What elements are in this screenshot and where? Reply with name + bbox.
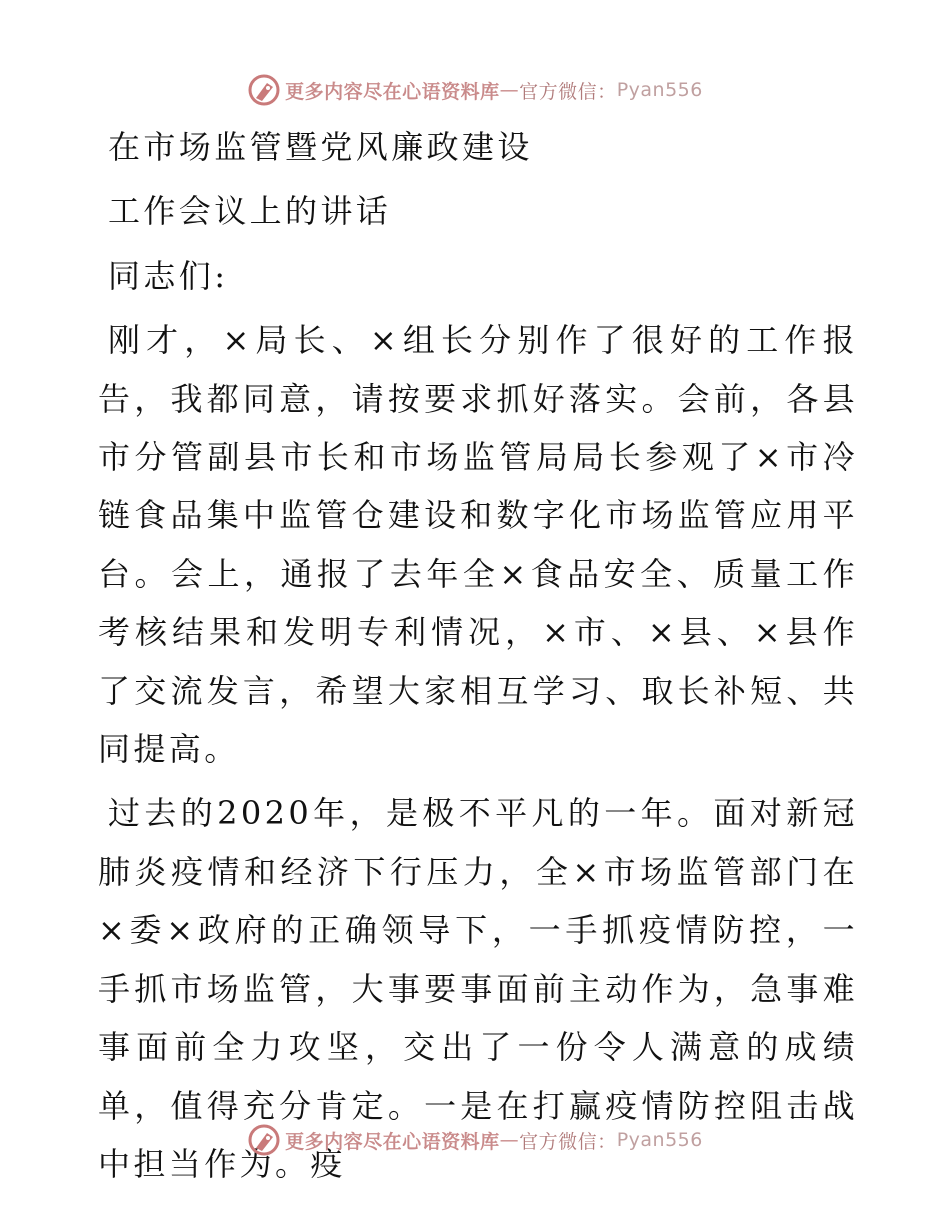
watermark-dash: — xyxy=(499,79,520,101)
paragraph-2: 过去的2020年，是极不平凡的一年。面对新冠肺炎疫情和经济下行压力，全×市场监管部门在×委×政府的正确领导下，一手抓疫情防控，一手抓市场监管，大事要事面前主动作为，急事难事面前全力攻坚，交出了一份令人满意的成绩单，值得充分肯定。一是在打赢疫情防控阻击战中担当作为。疫 xyxy=(98,794,858,1183)
footer-watermark xyxy=(0,1120,950,1160)
salutation: 同志们: xyxy=(108,256,229,295)
document-title-line-1: 在市场监管暨党风廉政建设 xyxy=(108,128,533,166)
paragraph-1: 刚才，×局长、×组长分别作了很好的工作报告，我都同意，请按要求抓好落实。会前，各县市分管副县市长和市场监管局局长参观了×市冷链食品集中监管仓建设和数字化市场监管应用平台。会上，通报了去年全×食品安全、质量工作考核结果和发明专利情况，×市、×县、×县作了交流发言，希望大家相互学习、取长补短、共同提高。 xyxy=(98,321,858,769)
watermark-text: 更多内容尽在心语资料库 xyxy=(285,80,500,103)
watermark-official-label: 官方微信： xyxy=(519,1130,617,1153)
watermark-official-label: 官方微信： xyxy=(519,80,617,103)
watermark-wechat-id: Pyan556 xyxy=(616,79,703,101)
pen-nib-logo-icon xyxy=(247,1123,281,1157)
document-title-line-2: 工作会议上的讲话 xyxy=(108,192,392,231)
watermark-dash: — xyxy=(499,1129,520,1151)
header-watermark xyxy=(0,70,950,110)
pen-nib-logo-icon xyxy=(247,73,281,107)
watermark-wechat-id: Pyan556 xyxy=(616,1129,703,1151)
document-body xyxy=(98,118,858,1193)
watermark-text: 更多内容尽在心语资料库 xyxy=(285,1130,500,1153)
